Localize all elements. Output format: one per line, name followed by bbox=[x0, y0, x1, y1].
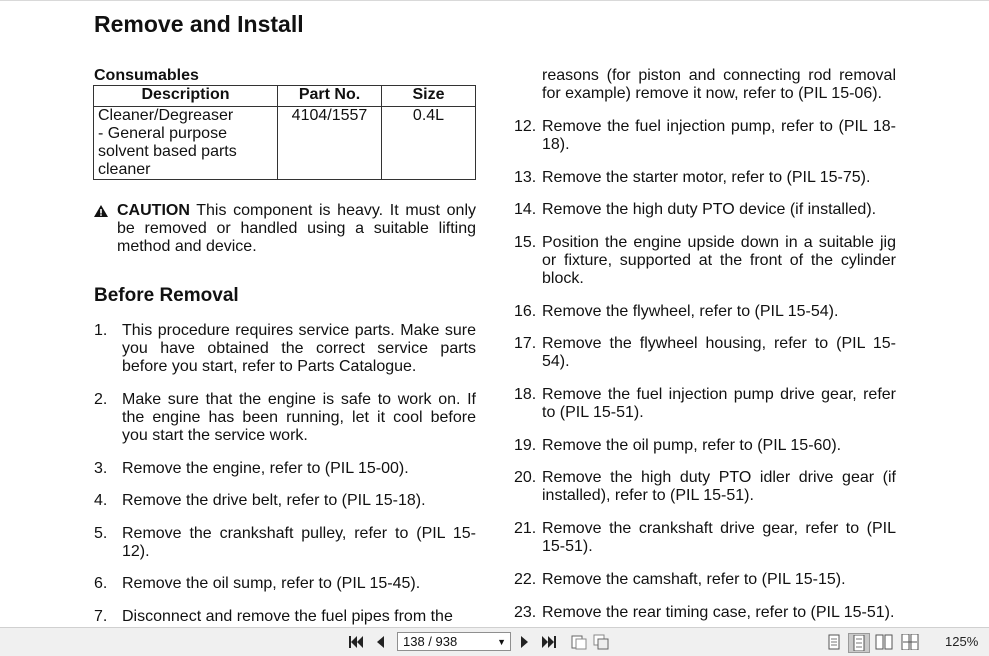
continuous-icon[interactable] bbox=[848, 633, 870, 653]
step-text: Remove the rear timing case, refer to (PIL 15-51). bbox=[542, 604, 895, 621]
list-item bbox=[514, 118, 896, 154]
last-page-icon[interactable] bbox=[540, 633, 558, 651]
caution-label: CAUTION bbox=[117, 202, 190, 219]
step-number: 15. bbox=[514, 234, 537, 251]
description-line: solvent based parts bbox=[98, 143, 237, 160]
table-header-row bbox=[94, 86, 476, 107]
step-text: Remove the high duty PTO device (if installed). bbox=[542, 201, 877, 218]
list-item bbox=[514, 386, 896, 422]
list-item bbox=[94, 575, 476, 593]
consumables-heading: Consumables bbox=[94, 67, 199, 84]
step-number: 16. bbox=[514, 303, 537, 320]
step-number: 19. bbox=[514, 437, 537, 454]
list-item bbox=[94, 322, 476, 376]
cell-part-no: 4104/1557 bbox=[278, 107, 382, 180]
description-line: Cleaner/Degreaser bbox=[98, 107, 234, 124]
caution-text: This component is heavy. It must only be removed or handled using a suitable lifting method and device. bbox=[117, 202, 476, 255]
step-number: 2. bbox=[94, 391, 108, 408]
list-item bbox=[514, 234, 896, 288]
step-text: Remove the flywheel, refer to (PIL 15-54). bbox=[542, 303, 839, 320]
step-number: 18. bbox=[514, 386, 537, 403]
first-page-icon[interactable] bbox=[347, 633, 365, 651]
description-line: - General purpose bbox=[98, 125, 227, 142]
step-text: Remove the oil sump, refer to (PIL 15-45). bbox=[122, 575, 421, 592]
caution-note bbox=[94, 202, 476, 256]
list-item bbox=[514, 520, 896, 556]
step-text: Remove the crankshaft pulley, refer to (PIL 15-12). bbox=[122, 525, 476, 560]
step-number: 4. bbox=[94, 492, 108, 509]
list-item bbox=[514, 571, 896, 589]
step-text: Remove the drive belt, refer to (PIL 15-18). bbox=[122, 492, 426, 509]
step-number: 22. bbox=[514, 571, 537, 588]
list-item bbox=[94, 391, 476, 445]
step-text: Remove the starter motor, refer to (PIL 15-75). bbox=[542, 169, 871, 186]
step-text: Remove the oil pump, refer to (PIL 15-60). bbox=[542, 437, 842, 454]
step-text: Make sure that the engine is safe to work on. If the engine has been running, let it cool before you start the service work. bbox=[122, 391, 476, 444]
header-part-no: Part No. bbox=[278, 86, 382, 107]
page-title: Remove and Install bbox=[94, 11, 304, 37]
list-item bbox=[514, 169, 896, 187]
list-item bbox=[94, 608, 476, 626]
step-number: 13. bbox=[514, 169, 537, 186]
list-item bbox=[94, 525, 476, 561]
step-text: Remove the engine, refer to (PIL 15-00). bbox=[122, 460, 409, 477]
step-text: Remove the fuel injection pump, refer to (PIL 18-18). bbox=[542, 118, 896, 153]
step-number: 20. bbox=[514, 469, 537, 486]
zoom-level[interactable]: 125% bbox=[945, 634, 979, 649]
step-number: 1. bbox=[94, 322, 108, 339]
step-number: 14. bbox=[514, 201, 537, 218]
fit-width-icon[interactable] bbox=[570, 633, 588, 651]
step-text: Position the engine upside down in a suitable jig or fixture, supported at the front of the cylinder block. bbox=[542, 234, 896, 287]
list-item bbox=[514, 201, 896, 219]
list-item bbox=[514, 437, 896, 455]
list-item bbox=[94, 492, 476, 510]
step-text: Remove the camshaft, refer to (PIL 15-15). bbox=[542, 571, 846, 588]
next-page-icon[interactable] bbox=[518, 633, 532, 651]
description-line: cleaner bbox=[98, 161, 151, 178]
consumables-table bbox=[93, 85, 476, 180]
step-text: Remove the crankshaft drive gear, refer to (PIL 15-51). bbox=[542, 520, 896, 555]
header-size: Size bbox=[382, 86, 476, 107]
step-number: 5. bbox=[94, 525, 108, 542]
page-number-input[interactable] bbox=[397, 632, 511, 651]
step-text: Remove the flywheel housing, refer to (PIL 15-54). bbox=[542, 335, 896, 370]
step-number: 17. bbox=[514, 335, 537, 352]
page-number-value: 138 / 938 bbox=[403, 634, 458, 649]
step-text: This procedure requires service parts. Make sure you have obtained the correct service parts before you start, refer to Parts Catalogue. bbox=[122, 322, 476, 375]
list-item bbox=[514, 604, 896, 622]
facing-icon[interactable] bbox=[874, 633, 894, 651]
single-page-icon[interactable] bbox=[826, 633, 842, 651]
list-item bbox=[514, 335, 896, 371]
step-number: 12. bbox=[514, 118, 537, 135]
book-view-icon[interactable] bbox=[900, 633, 920, 651]
step-text: Remove the fuel injection pump drive gear, refer to (PIL 15-51). bbox=[542, 386, 896, 421]
step-number: 23. bbox=[514, 604, 537, 621]
list-item bbox=[514, 303, 896, 321]
header-description: Description bbox=[94, 86, 278, 107]
prev-page-icon[interactable] bbox=[373, 633, 387, 651]
table-row bbox=[94, 107, 476, 180]
list-item bbox=[514, 469, 896, 505]
warning-triangle-icon bbox=[94, 205, 108, 217]
before-removal-heading: Before Removal bbox=[94, 285, 239, 306]
step-number: 3. bbox=[94, 460, 108, 477]
cell-description bbox=[94, 107, 278, 180]
fit-page-icon[interactable] bbox=[592, 633, 610, 651]
chevron-down-icon[interactable]: ▼ bbox=[497, 637, 506, 647]
viewer-toolbar bbox=[0, 627, 989, 656]
continued-step-text: reasons (for piston and connecting rod removal for example) remove it now, refer to (PIL 15-06). bbox=[542, 67, 896, 102]
step-text: Remove the high duty PTO idler drive gear (if installed), refer to (PIL 15-51). bbox=[542, 469, 896, 504]
step-number: 6. bbox=[94, 575, 108, 592]
step-number: 21. bbox=[514, 520, 537, 537]
step-number: 7. bbox=[94, 608, 108, 625]
cell-size: 0.4L bbox=[382, 107, 476, 180]
step-text: Disconnect and remove the fuel pipes from the bbox=[122, 608, 453, 625]
list-item bbox=[94, 460, 476, 478]
